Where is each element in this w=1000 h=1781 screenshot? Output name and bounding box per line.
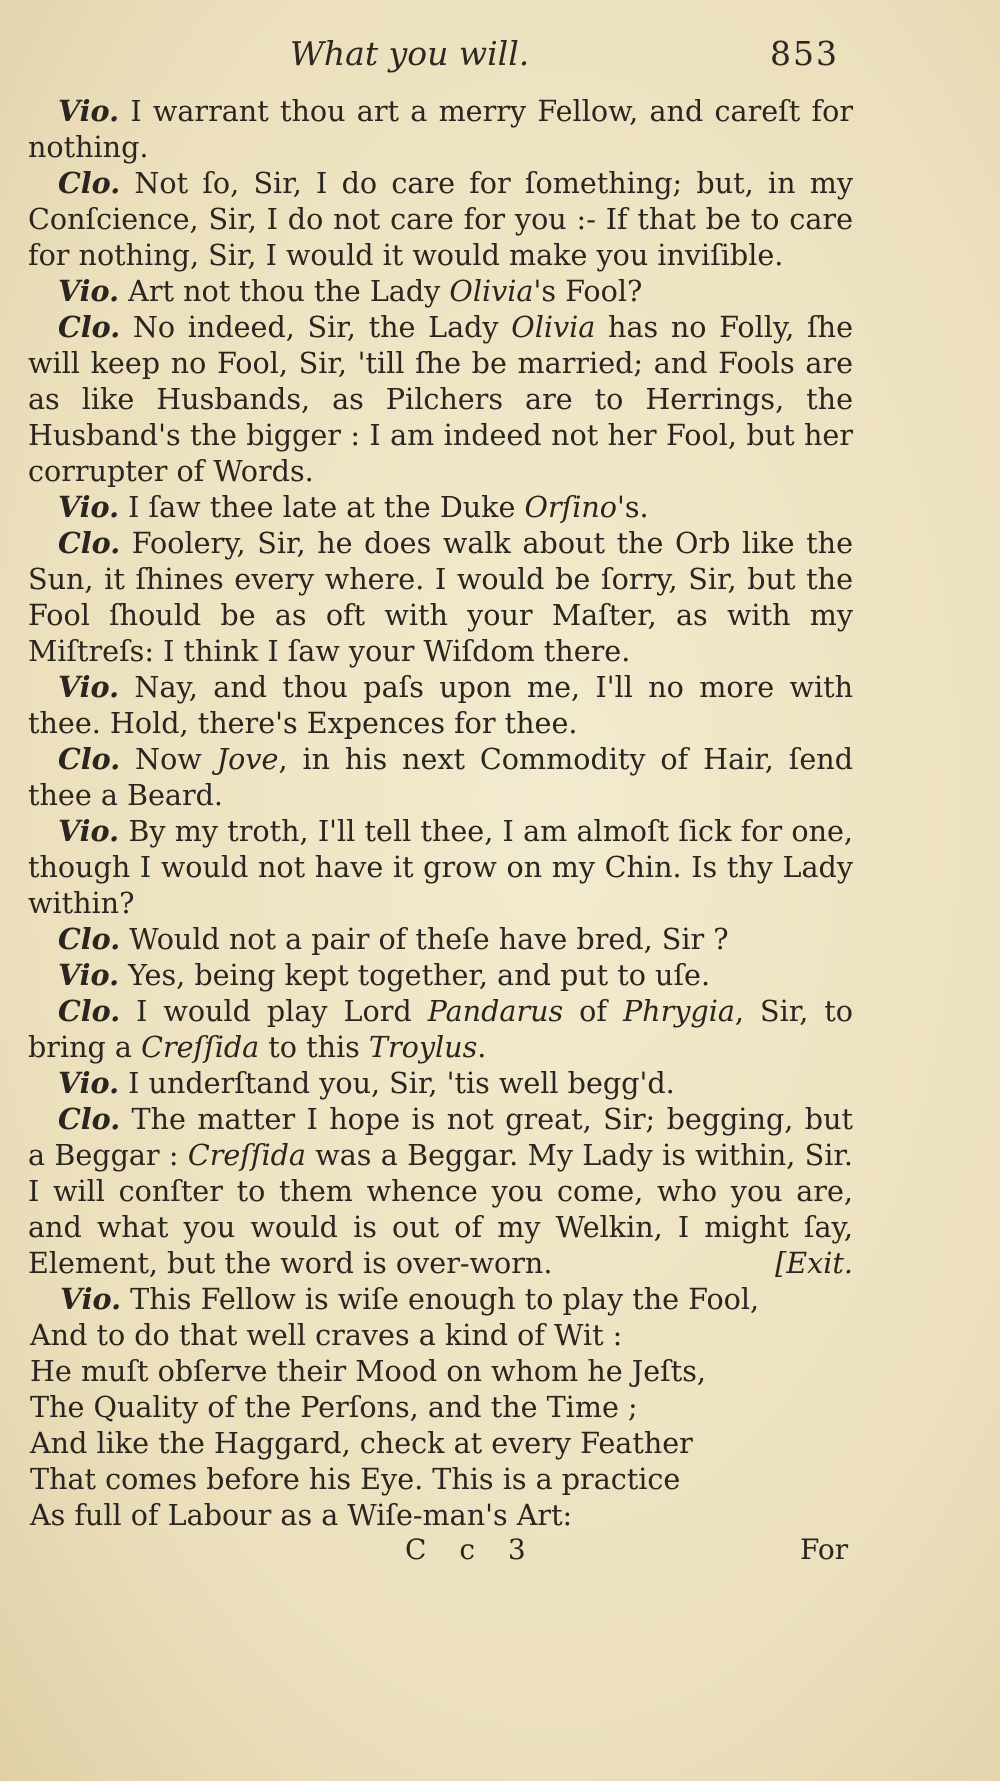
verse-text: And like the Haggard, check at every Feather xyxy=(30,1426,693,1460)
speech-text: By my troth, I'll tell thee, I am almoſt ſick for one, though I would not have it grow on my Chin. Is thy Lady within? xyxy=(28,814,853,920)
speaker-name: Vio. xyxy=(58,1066,120,1100)
speaker-name: Vio. xyxy=(58,958,120,992)
speech-text: Art not thou the Lady xyxy=(119,274,450,308)
speech-paragraph xyxy=(28,957,853,993)
speaker-name: Vio. xyxy=(58,490,120,524)
speech-text: Yes, being kept together, and put to uſe. xyxy=(119,958,711,992)
italic-name: Creſſida xyxy=(141,1030,260,1064)
speech-text: I underſtand you, Sir, 'tis well begg'd. xyxy=(119,1066,675,1100)
speech-text: I ſaw thee late at the Duke xyxy=(119,490,525,524)
speech-text: The matter I hope is not great, Sir; begging, but a Beggar : xyxy=(28,1102,853,1172)
speaker-name: Vio. xyxy=(58,814,120,848)
speech-text: Now xyxy=(120,742,217,776)
speech-text: . xyxy=(477,1030,487,1064)
speech-paragraph xyxy=(28,669,853,741)
speech-text: I warrant thou art a merry Fellow, and careſt for nothing. xyxy=(28,94,853,164)
verse-line xyxy=(28,1281,853,1317)
italic-name: Olivia xyxy=(511,310,596,344)
speaker-name: Vio. xyxy=(60,1282,122,1316)
verse-line xyxy=(28,1353,853,1389)
speech-text: has no Folly, ſhe will keep no Fool, Sir, 'till ſhe be married; and Fools are as like Husbands, as Pilchers are to Herrings, the Husband's the bigger : I am indeed not her Fool, but her corrupter of Words. xyxy=(28,310,853,488)
verse-speech xyxy=(28,1281,853,1533)
italic-name: Orſino xyxy=(524,490,617,524)
play-text xyxy=(28,93,853,1533)
page-number: 853 xyxy=(770,34,839,73)
speech-text: Would not a pair of theſe have bred, Sir ? xyxy=(120,922,729,956)
italic-name: Creſſida xyxy=(187,1138,306,1172)
speech-paragraph xyxy=(28,741,853,813)
speech-text: I would play Lord xyxy=(120,994,428,1028)
speaker-name: Clo. xyxy=(58,994,121,1028)
verse-line xyxy=(28,1389,853,1425)
verse-text: And to do that well craves a kind of Wit : xyxy=(30,1318,623,1352)
speech-paragraph xyxy=(28,309,853,489)
speaker-name: Clo. xyxy=(58,742,121,776)
speech-paragraph xyxy=(28,813,853,921)
speech-text: to this xyxy=(259,1030,369,1064)
italic-name: Jove xyxy=(216,742,279,776)
page-footer xyxy=(0,1533,1000,1573)
signature-mark: C c 3 xyxy=(405,1533,538,1566)
speech-text: Nay, and thou paſs upon me, I'll no more with thee. Hold, there's Expences for thee. xyxy=(28,670,853,740)
speaker-name: Vio. xyxy=(58,94,120,128)
speech-text: Not ſo, Sir, I do care for ſomething; but, in my Conſcience, Sir, I do not care for you :- If that be to care for nothing, Sir, I would it would make you inviſible. xyxy=(28,166,853,272)
speech-paragraph xyxy=(28,921,853,957)
speaker-name: Clo. xyxy=(58,166,121,200)
italic-name: Pandarus xyxy=(427,994,564,1028)
speaker-name: Vio. xyxy=(58,274,120,308)
verse-text: That comes before his Eye. This is a practice xyxy=(30,1462,681,1496)
speech-text: No indeed, Sir, the Lady xyxy=(120,310,512,344)
speech-text: Foolery, Sir, he does walk about the Orb like the Sun, it ſhines every where. I would be ſorry, Sir, but the Fool ſhould be as oft with your Maſter, as with my Miſtreſs: I think I ſaw your Wiſdom there. xyxy=(28,526,853,668)
speech-paragraph xyxy=(28,273,853,309)
speech-paragraph xyxy=(28,489,853,525)
speaker-name: Vio. xyxy=(58,670,120,704)
speaker-name: Clo. xyxy=(58,922,121,956)
speech-paragraph xyxy=(28,93,853,165)
speech-text: was a Beggar. My Lady is within, Sir. I will conſter to them whence you come, who you are, and what you would is out of my Welkin, I might ſay, Element, but the word is over-worn. xyxy=(28,1138,853,1280)
running-title: What you will. xyxy=(290,34,530,73)
verse-text: The Quality of the Perſons, and the Time ; xyxy=(30,1390,638,1424)
verse-line xyxy=(28,1317,853,1353)
italic-name: Troylus xyxy=(368,1030,478,1064)
speaker-name: Clo. xyxy=(58,1102,121,1136)
speaker-name: Clo. xyxy=(58,310,121,344)
verse-text: As full of Labour as a Wiſe-man's Art: xyxy=(30,1498,573,1532)
speech-paragraph xyxy=(28,165,853,273)
running-head xyxy=(0,30,1000,80)
verse-text: He muſt obſerve their Mood on whom he Jeſts, xyxy=(30,1354,707,1388)
verse-line xyxy=(28,1461,853,1497)
prose-dialogue xyxy=(28,93,853,1281)
speech-paragraph xyxy=(28,525,853,669)
stage-direction: [Exit. xyxy=(775,1246,853,1280)
speech-text: , Sir, to bring a xyxy=(28,994,853,1064)
speaker-name: Clo. xyxy=(58,526,121,560)
speech-text: 's Fool? xyxy=(533,274,643,308)
speech-paragraph xyxy=(28,1101,853,1281)
speech-text: of xyxy=(563,994,623,1028)
italic-name: Olivia xyxy=(449,274,534,308)
catchword: For xyxy=(800,1533,849,1566)
speech-paragraph xyxy=(28,993,853,1065)
speech-text: 's. xyxy=(617,490,649,524)
speech-paragraph xyxy=(28,1065,853,1101)
verse-line xyxy=(28,1425,853,1461)
italic-name: Phrygia xyxy=(622,994,735,1028)
speech-text: , in his next Commodity of Hair, ſend thee a Beard. xyxy=(28,742,854,812)
verse-text: This Fellow is wiſe enough to play the Fool, xyxy=(121,1282,760,1316)
verse-line xyxy=(28,1497,853,1533)
